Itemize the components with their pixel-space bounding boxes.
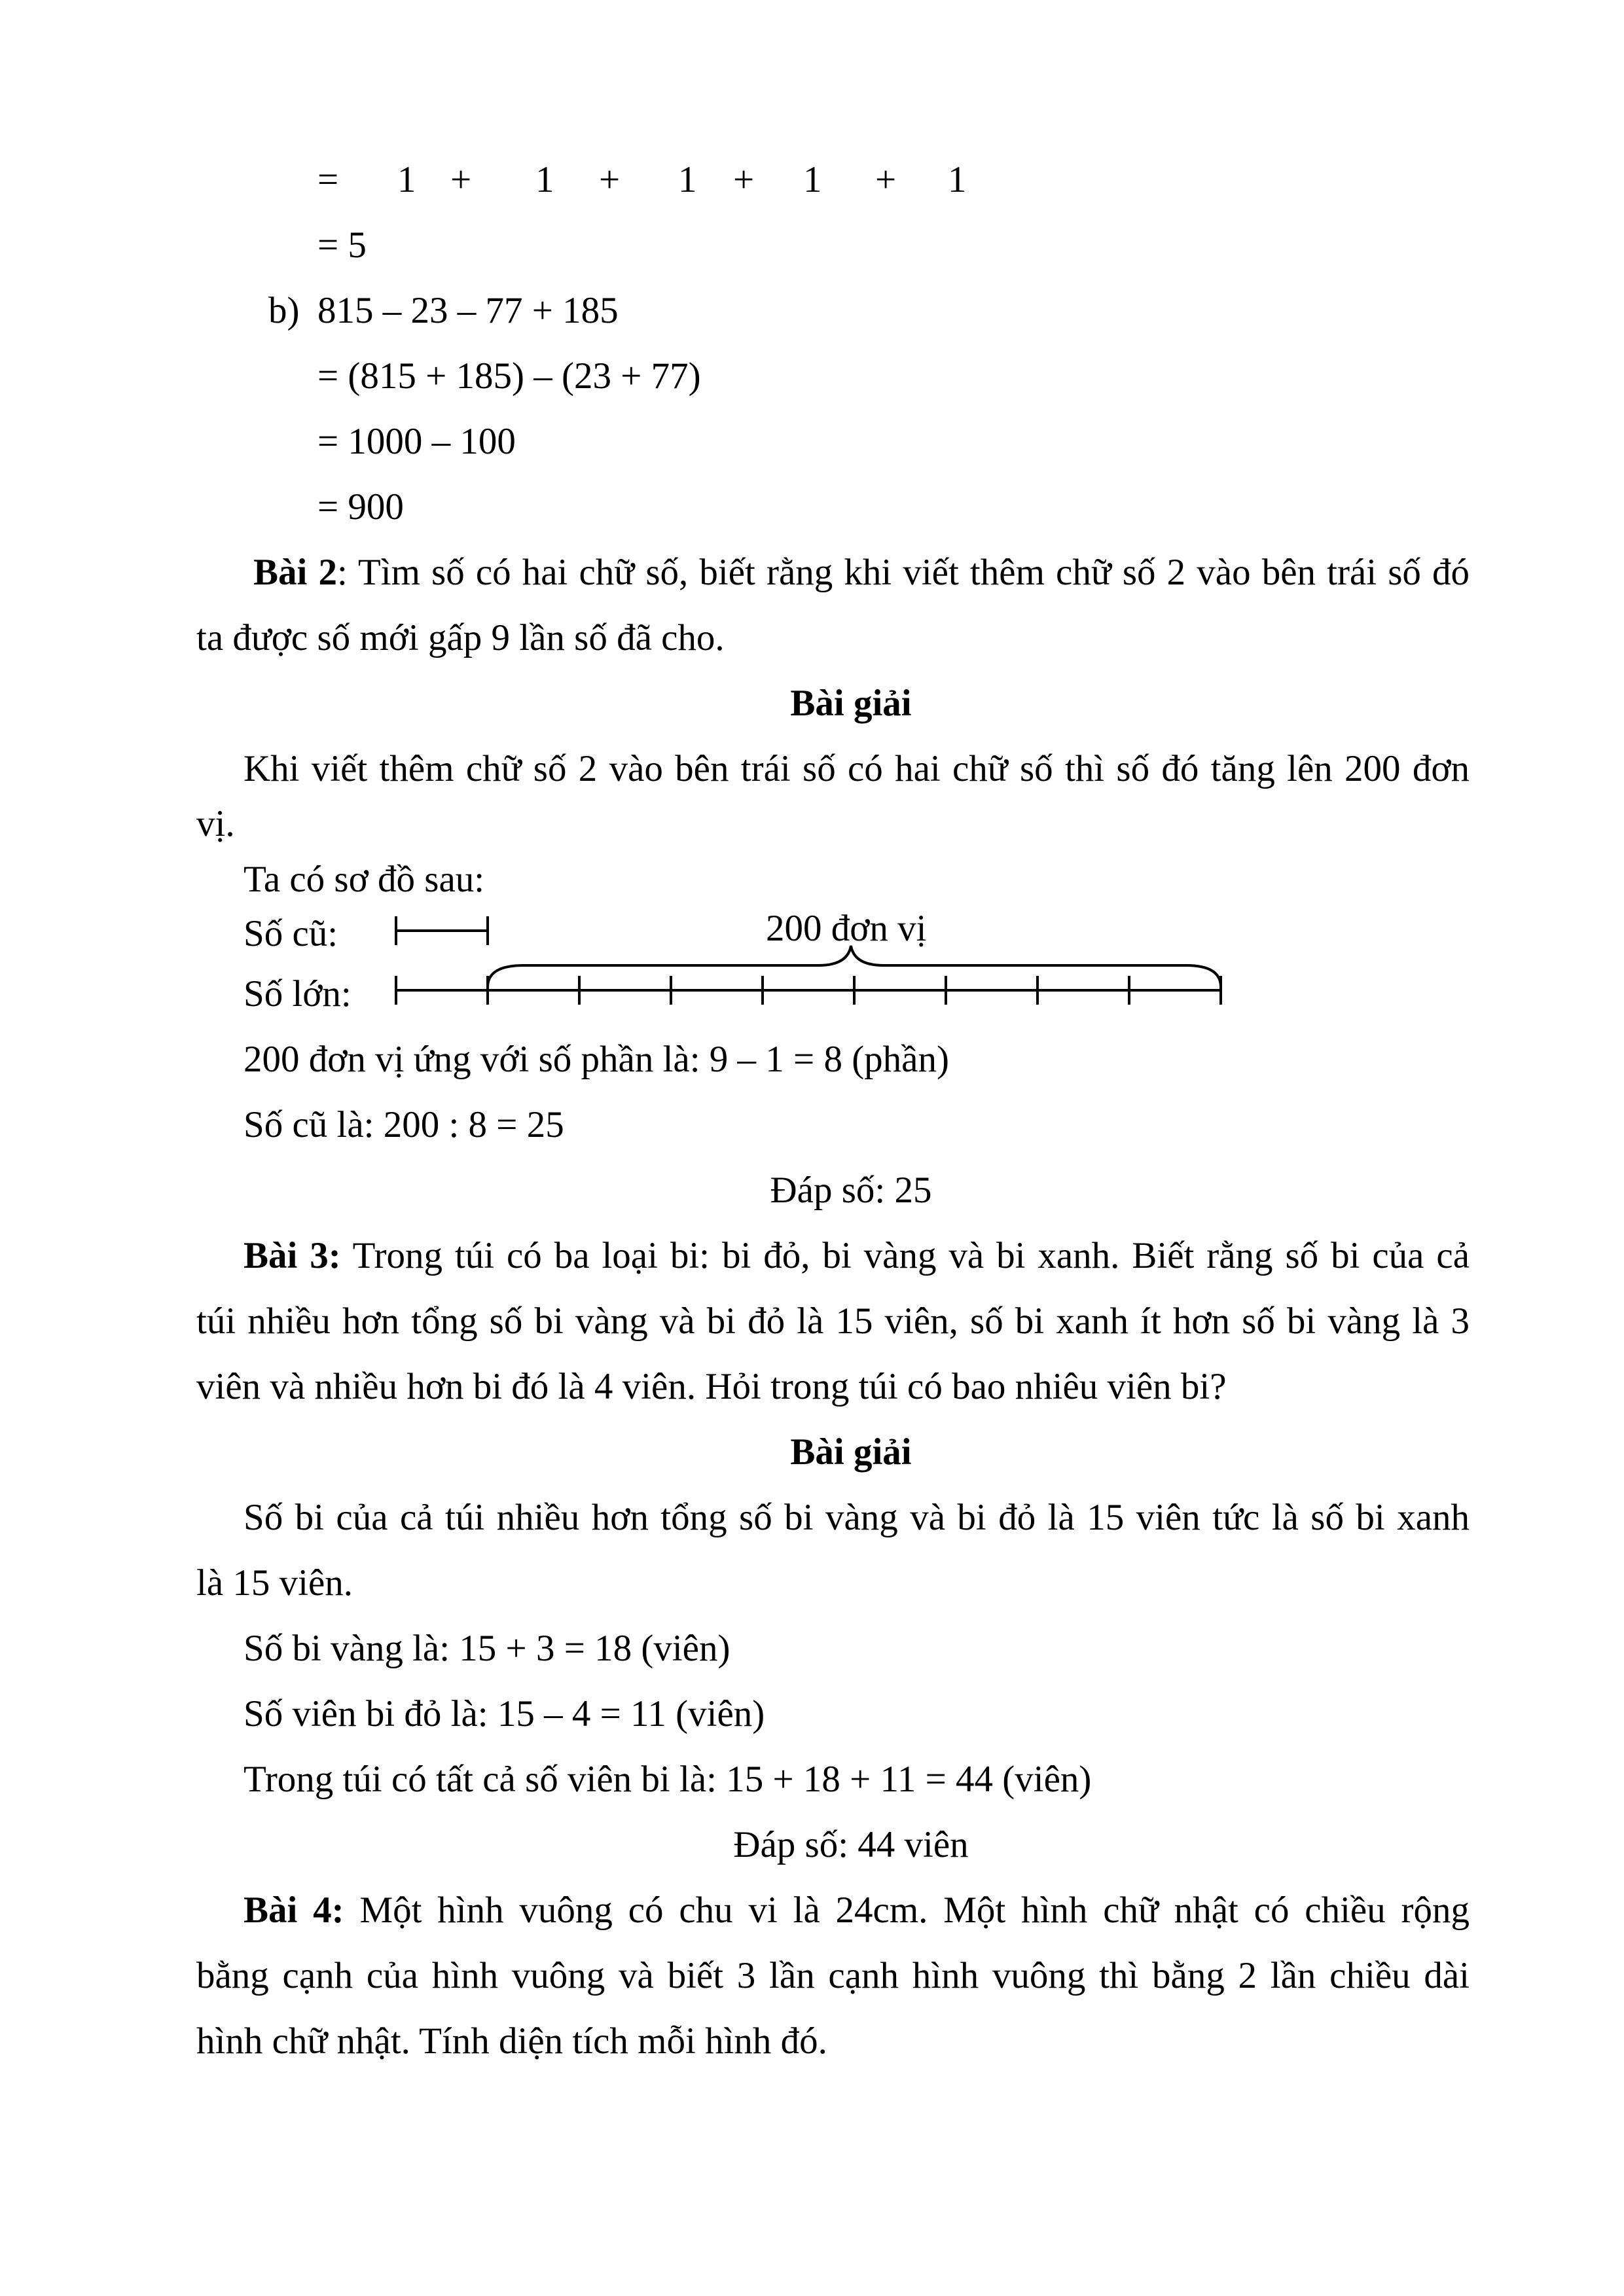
- bai3-problem-line-2: túi nhiều hơn tổng số bi vàng và bi đỏ là 15 viên, số bi xanh ít hơn số bi vàng là 3: [196, 1300, 1470, 1342]
- bai2-step-2: Số cũ là: 200 : 8 = 25: [244, 1104, 564, 1145]
- sum-token: 1: [803, 159, 822, 200]
- bai2-solution-line-1: Khi viết thêm chữ số 2 vào bên trái số có hai chữ số thì số đó tăng lên 200 đơn: [244, 748, 1470, 789]
- bai3-step-1: Số bi vàng là: 15 + 3 = 18 (viên): [244, 1628, 731, 1669]
- sum-token: 1: [397, 159, 416, 200]
- sum-token: 1: [535, 159, 554, 200]
- segment-diagram: [0, 0, 1624, 1047]
- old-number-bar: [396, 916, 488, 945]
- part-b-expression: 815 – 23 – 77 + 185: [317, 290, 619, 331]
- bai2-answer: Đáp số: 25: [770, 1170, 932, 1211]
- bai2-solution-line-2: vị.: [196, 803, 235, 844]
- bai4-problem-line-2: bằng cạnh của hình vuông và biết 3 lần cạnh hình vuông thì bằng 2 lần chiều dài: [196, 1955, 1470, 1996]
- bai3-answer: Đáp số: 44 viên: [733, 1824, 969, 1865]
- bai3-step-2: Số viên bi đỏ là: 15 – 4 = 11 (viên): [244, 1693, 765, 1734]
- bai4-problem-line-1: Bài 4: Một hình vuông có chu vi là 24cm. Một hình chữ nhật có chiều rộng: [244, 1890, 1470, 1931]
- new-number-bar: [396, 976, 1221, 1005]
- new-number-label: Số lớn:: [244, 973, 352, 1014]
- bai2-label: Bài 2: [253, 552, 337, 593]
- bai3-solution-line-2: là 15 viên.: [196, 1562, 353, 1604]
- bai3-solution-line-1: Số bi của cả túi nhiều hơn tổng số bi vàng và bi đỏ là 15 viên tức là số bi xanh: [244, 1497, 1470, 1538]
- part-b-step-1: = (815 + 185) – (23 + 77): [317, 355, 701, 397]
- sum-token: +: [599, 159, 621, 200]
- sum-token: +: [450, 159, 472, 200]
- bai3-solution-heading: Bài giải: [790, 1431, 912, 1473]
- bai3-problem-line-1: Bài 3: Trong túi có ba loại bi: bi đỏ, bi vàng và bi xanh. Biết rằng số bi của cả: [244, 1235, 1470, 1276]
- part-b-step-3: = 900: [317, 486, 404, 528]
- sum-token: +: [733, 159, 755, 200]
- brace-label: 200 đơn vị: [766, 908, 927, 949]
- part-b-label: b): [268, 290, 300, 331]
- bai2-step-1: 200 đơn vị ứng với số phần là: 9 – 1 = 8 (phần): [244, 1039, 949, 1080]
- old-number-label: Số cũ:: [244, 913, 338, 954]
- bai2-solution-heading: Bài giải: [790, 683, 912, 724]
- sum-token: 1: [678, 159, 697, 200]
- bai4-problem-line-3: hình chữ nhật. Tính diện tích mỗi hình đó.: [196, 2020, 827, 2062]
- bai3-label: Bài 3:: [244, 1235, 341, 1276]
- sum-token: 1: [948, 159, 967, 200]
- bai3-step-3: Trong túi có tất cả số viên bi là: 15 + 18 + 11 = 44 (viên): [244, 1759, 1092, 1800]
- sum-token: =: [317, 159, 339, 200]
- diagram-intro: Ta có sơ đồ sau:: [244, 859, 485, 900]
- sum-token: +: [875, 159, 897, 200]
- part-a-result: = 5: [317, 224, 367, 266]
- bai2-problem-line-2: ta được số mới gấp 9 lần số đã cho.: [196, 617, 725, 658]
- bai3-problem-line-3: viên và nhiều hơn bi đó là 4 viên. Hỏi trong túi có bao nhiêu viên bi?: [196, 1366, 1227, 1407]
- part-b-step-2: = 1000 – 100: [317, 421, 516, 462]
- bai4-label: Bài 4:: [244, 1890, 344, 1931]
- bai2-problem-text: : Tìm số có hai chữ số, biết rằng khi viết thêm chữ số 2 vào bên trái số đó: [336, 552, 1470, 593]
